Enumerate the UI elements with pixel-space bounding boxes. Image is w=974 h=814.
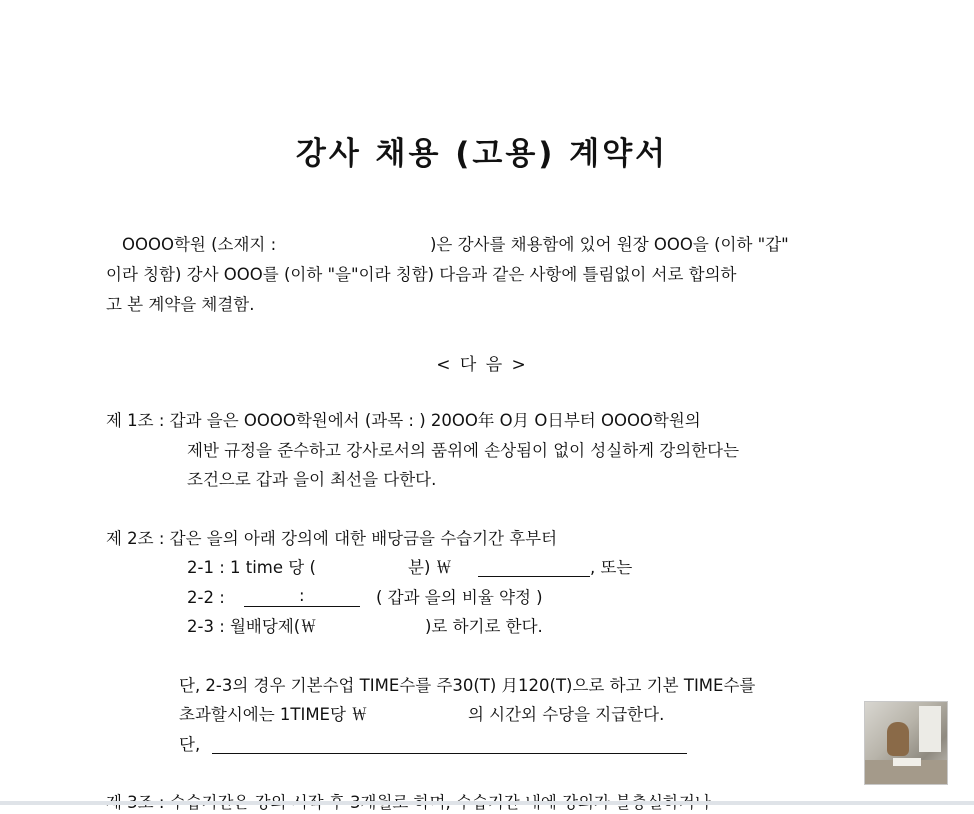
- intro-line-2: 이라 칭함) 강사 OOO를 (이하 "을"이라 칭함) 다음과 같은 사항에 틀림없이 서로 합의하: [106, 265, 737, 284]
- thumbnail-image[interactable]: [864, 701, 948, 785]
- condition-blank: [212, 737, 687, 754]
- article-2-item-1-c: , 또는: [590, 558, 633, 577]
- bottom-scroll-edge: [0, 801, 974, 805]
- amount-blank-1: [478, 560, 590, 577]
- article-2-item-2-b: ( 갑과 을의 비율 약정 ): [376, 588, 543, 607]
- document-title: 강사 채용 (고용) 계약서: [295, 136, 669, 172]
- article-1-line-2: 제반 규정을 준수하고 강사로서의 품위에 손상됨이 없이 성실하게 강의한다는: [187, 441, 740, 460]
- article-2-item-2-a: 2-2 :: [187, 588, 225, 607]
- article-1-line-1: 제 1조 : 갑과 을은 OOOO학원에서 (과목 : ) 20OO年 O月 O日부터 OOOO학원의: [106, 411, 701, 430]
- section-heading: < 다 음 >: [436, 355, 528, 375]
- article-2-item-3-a: 2-3 : 월배당제(￦: [187, 617, 317, 636]
- ratio-colon: :: [299, 586, 305, 605]
- article-2-item-3-b: )로 하기로 한다.: [425, 617, 543, 636]
- article-2-item-1-b: 분) ￦: [408, 558, 453, 577]
- article-1-line-3: 조건으로 갑과 을이 최선을 다한다.: [187, 470, 437, 489]
- article-2-line-1: 제 2조 : 갑은 을의 아래 강의에 대한 배당금을 수습기간 후부터: [106, 529, 558, 548]
- intro-line-3: 고 본 계약을 체결함.: [106, 295, 255, 314]
- article-2-note-1: 단, 2-3의 경우 기본수업 TIME수를 주30(T) 月120(T)으로 하고 기본 TIME수를: [179, 676, 756, 695]
- intro-line-1a: OOOO학원 (소재지 :: [122, 235, 277, 254]
- article-2-note-2a: 초과할시에는 1TIME당 ￦: [179, 705, 368, 724]
- article-2-item-1-a: 2-1 : 1 time 당 (: [187, 558, 316, 577]
- article-2-note-2b: 의 시간외 수당을 지급한다.: [468, 705, 665, 724]
- intro-line-1b: )은 강사를 채용함에 있어 원장 OOO을 (이하 "갑": [430, 235, 789, 254]
- article-2-note-3: 단,: [179, 735, 201, 754]
